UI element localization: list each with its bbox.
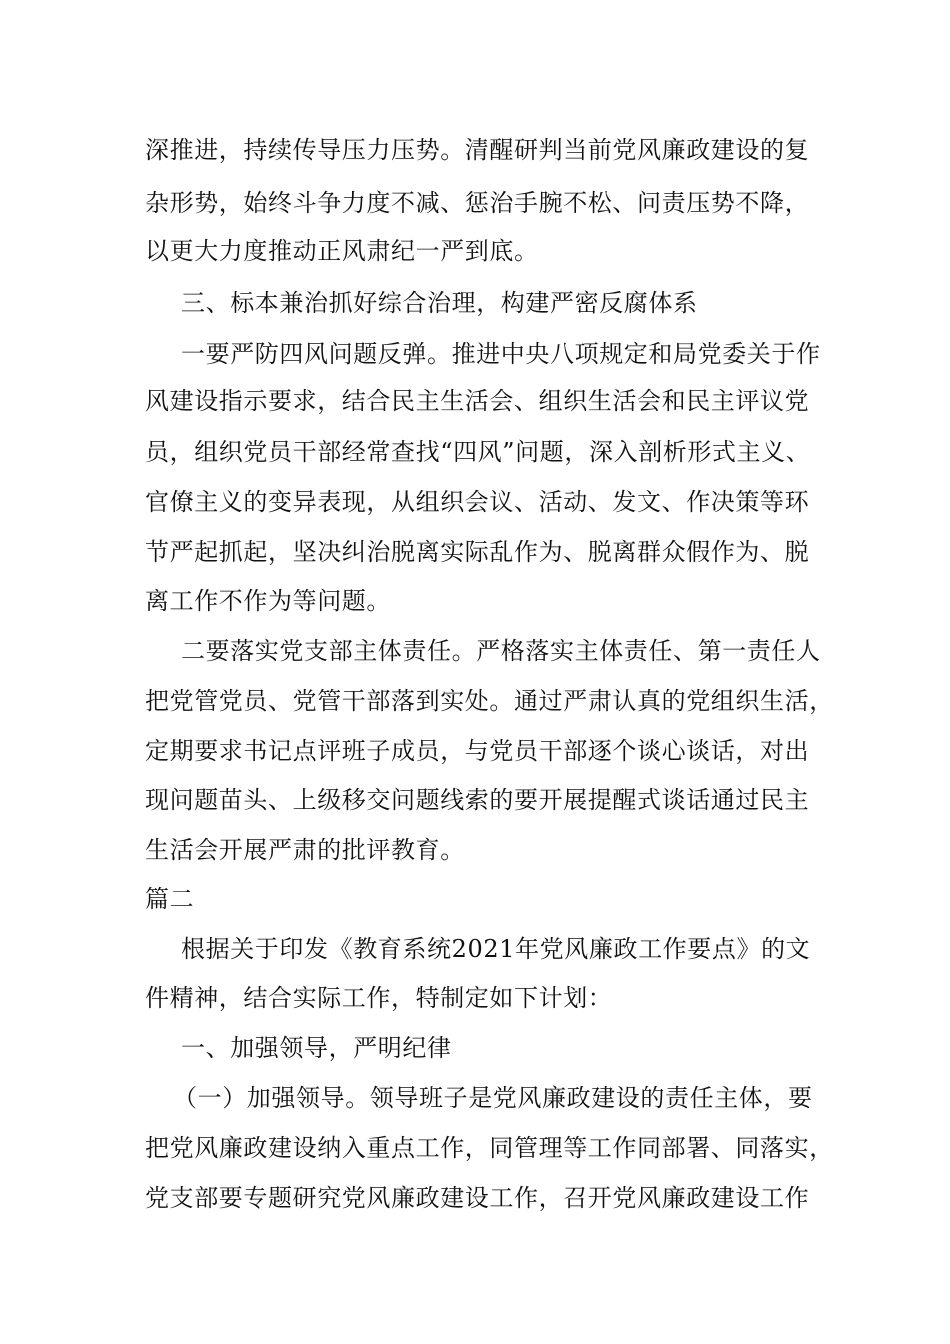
text-line: 把党风廉政建设纳入重点工作，同管理等工作同部署、同落实， [145, 1134, 834, 1162]
text-line: 以更大力度推动正风肃纪一严到底。 [145, 237, 539, 265]
text-line: 根据关于印发《教育系统2021年党风廉政工作要点》的文 [181, 935, 811, 963]
text-line: 定期要求书记点评班子成员，与党员干部逐个谈心谈话，对出 [145, 737, 810, 765]
part-heading: 篇二 [145, 885, 195, 913]
text-line: 生活会开展严肃的批评教育。 [145, 836, 465, 864]
text-line: （一）加强领导。领导班子是党风廉政建设的责任主体，要 [173, 1084, 813, 1112]
text-line: 员，组织党员干部经常查找“四风”问题，深入剖析形式主义、 [145, 438, 811, 466]
text-line: 节严起抓起，坚决纠治脱离实际乱作为、脱离群众假作为、脱 [145, 538, 810, 566]
text-line: 杂形势，始终斗争力度不减、惩治手腕不松、问责压势不降， [145, 189, 810, 217]
section-heading: 一、加强领导，严明纪律 [181, 1034, 452, 1062]
text-line: 件精神，结合实际工作，特制定如下计划： [145, 984, 613, 1012]
text-line: 风建设指示要求，结合民主生活会、组织生活会和民主评议党 [145, 387, 810, 415]
text-line: 深推进，持续传导压力压势。清醒研判当前党风廉政建设的复 [145, 136, 810, 164]
text-line: 党支部要专题研究党风廉政建设工作，召开党风廉政建设工作 [145, 1184, 810, 1212]
text-line: 二要落实党支部主体责任。严格落实主体责任、第一责任人 [181, 637, 821, 665]
section-heading: 三、标本兼治抓好综合治理，构建严密反腐体系 [181, 289, 698, 317]
text-line: 现问题苗头、上级移交问题线索的要开展提醒式谈话通过民主 [145, 786, 810, 814]
text-line: 官僚主义的变异表现，从组织会议、活动、发文、作决策等环 [145, 488, 810, 516]
text-line: 离工作不作为等问题。 [145, 587, 391, 615]
text-line: 一要严防四风问题反弹。推进中央八项规定和局党委关于作 [181, 340, 821, 368]
text-line: 把党管党员、党管干部落到实处。通过严肃认真的党组织生活， [145, 687, 834, 715]
